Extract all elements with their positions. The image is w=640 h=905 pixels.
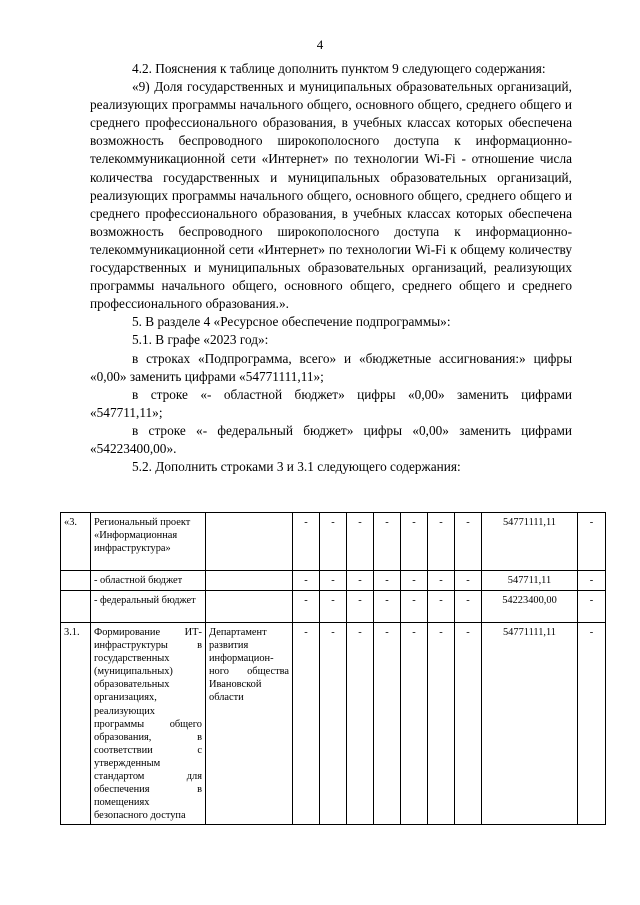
dash-cell: - [293, 571, 320, 591]
dash-cell: - [578, 513, 606, 571]
paragraph: 5. В разделе 4 «Ресурсное обеспечение подпрограммы»: [132, 314, 451, 330]
value-2023: 54223400,00 [482, 591, 578, 623]
dash-cell: - [428, 623, 455, 825]
paragraph: 5.2. Дополнить строками 3 и 3.1 следующего содержания: [132, 459, 461, 475]
row-name: - федеральный бюджет [91, 591, 206, 623]
row-name: Формирование ИТ-инфраструктуры в государственных (муниципальных) образовательных организациях, реализующих программы общего образования, в соответствии с утвержденным стандартом для обеспечения в помещениях безопасного доступа [91, 623, 206, 825]
dash-cell: - [374, 571, 401, 591]
row-executor: Департамент развития информацион-ного общества Ивановской области [206, 623, 293, 825]
dash-cell: - [401, 623, 428, 825]
dash-cell: - [401, 591, 428, 623]
row-number: 3.1. [61, 623, 91, 825]
dash-cell: - [428, 591, 455, 623]
row-number [61, 591, 91, 623]
dash-cell: - [374, 513, 401, 571]
paragraph: 5.1. В графе «2023 год»: [132, 332, 269, 348]
paragraph: 4.2. Пояснения к таблице дополнить пунктом 9 следующего содержания: [132, 61, 546, 76]
dash-cell: - [374, 591, 401, 623]
table-row [61, 571, 606, 591]
dash-cell: - [374, 623, 401, 825]
row-name: Региональный проект «Информационная инфраструктура» [91, 513, 206, 571]
dash-cell: - [455, 571, 482, 591]
dash-cell: - [578, 591, 606, 623]
dash-cell: - [455, 591, 482, 623]
dash-cell: - [578, 623, 606, 825]
value-2023: 547711,11 [482, 571, 578, 591]
dash-cell: - [347, 513, 374, 571]
table-row [61, 513, 606, 571]
row-executor [206, 571, 293, 591]
table-row [61, 591, 606, 623]
dash-cell: - [578, 571, 606, 591]
paragraph: в строке «- федеральный бюджет» цифры «0,00» заменить цифрами «54223400,00». [90, 422, 572, 456]
paragraph: в строках «Подпрограмма, всего» и «бюджетные ассигнования:» цифры «0,00» заменить цифрами «54771111,11»; [90, 350, 572, 384]
dash-cell: - [320, 623, 347, 825]
value-2023: 54771111,11 [482, 513, 578, 571]
dash-cell: - [401, 513, 428, 571]
dash-cell: - [347, 623, 374, 825]
dash-cell: - [293, 623, 320, 825]
paragraph: «9) Доля государственных и муниципальных образовательных организаций, реализующих программы начального общего, основного общего, среднего общего и среднего профессионального образования, в учебных классах которых обеспечена возможность беспроводного широкополосного доступа к информационно-телекоммуникационной сети «Интернет» по технологии Wi-Fi - отношение числа количества государственных и муниципальных образовательных организаций, реализующих программы начального общего, основного общего, среднего общего и среднего профессионального образования, в учебных классах которых обеспечена возможность беспроводного широкополосного доступа к информационно-телекоммуникационной сети «Интернет» по технологии Wi-Fi к общему количеству государственных и муниципальных образовательных организаций, реализующих программы начального общего, основного общего, среднего общего и среднего профессионального образования.». [90, 79, 572, 312]
dash-cell: - [455, 623, 482, 825]
dash-cell: - [347, 591, 374, 623]
dash-cell: - [428, 571, 455, 591]
document-body [90, 60, 572, 476]
dash-cell: - [347, 571, 374, 591]
dash-cell: - [293, 513, 320, 571]
table-row [61, 623, 606, 825]
dash-cell: - [455, 513, 482, 571]
resource-table [60, 512, 606, 825]
row-name: - областной бюджет [91, 571, 206, 591]
row-executor [206, 591, 293, 623]
row-executor [206, 513, 293, 571]
dash-cell: - [401, 571, 428, 591]
dash-cell: - [320, 513, 347, 571]
value-2023: 54771111,11 [482, 623, 578, 825]
row-number: «3. [61, 513, 91, 571]
dash-cell: - [293, 591, 320, 623]
page-number: 4 [316, 37, 324, 52]
row-number [61, 571, 91, 591]
dash-cell: - [320, 591, 347, 623]
dash-cell: - [320, 571, 347, 591]
dash-cell: - [428, 513, 455, 571]
paragraph: в строке «- областной бюджет» цифры «0,00» заменить цифрами «547711,11»; [90, 386, 572, 420]
